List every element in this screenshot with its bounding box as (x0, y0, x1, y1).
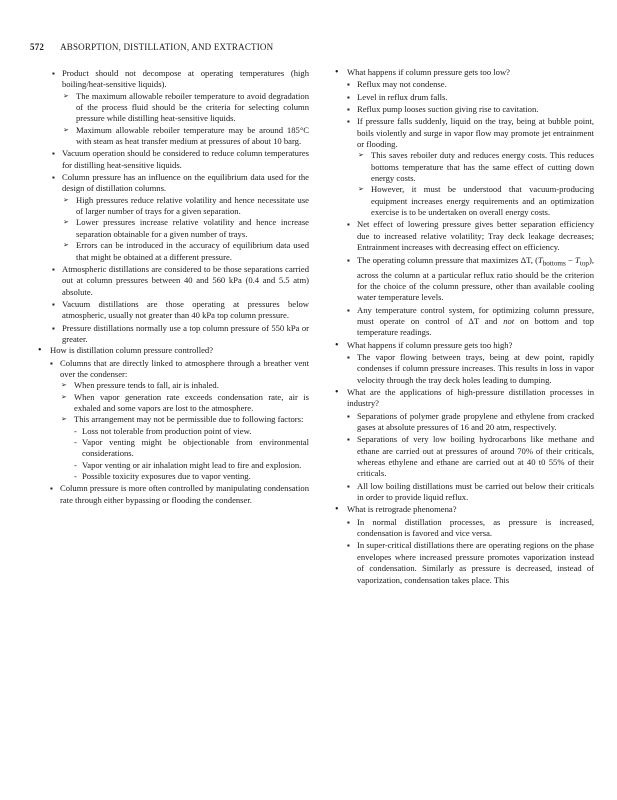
sub-item: ➢ Maximum allowable reboiler temperature may be around 185°C with steam as heat transfer medium at pressures of about 10 barg. (62, 125, 309, 148)
dash-item: - Loss not tolerable from production point of view. (74, 426, 309, 437)
sub-item: ➢ When pressure tends to fall, air is inhaled. (60, 380, 309, 391)
list-item: ▪ Level in reflux drum falls. (347, 92, 594, 103)
list-item: ▪ Column pressure is more often controlled by manipulating condensation rate through either bypassing or flooding the condenser. (50, 483, 309, 506)
list-item: ▪ Column pressure has an influence on the equilibrium data used for the design of distillation columns. ➢ High pressures reduce relative volatility and hence necessitate use of larger number of trays for a given separation. ➢ Lower pressures increase relative volatility and hence increase separation obtainable for a given number of trays. ➢ Errors can be introduced in the accuracy of equilibrium data used that might be obtained at a different pressure. (52, 172, 309, 263)
sub-item: ➢ Errors can be introduced in the accuracy of equilibrium data used that might be obtained at a different pressure. (62, 240, 309, 263)
list-item: ▪ In super-critical distillations there are operating regions on the phase envelopes where increased pressure promotes vaporization instead of condensation. Similarly as pressure is decreased, instead of vaporization, condensation takes place. This (347, 540, 594, 585)
sub-item: ➢ This arrangement may not be permissible due to following factors: - Loss not tolerable from production point of view. - Vapor venting might be objectionable from environmental considerations. - Vapor venting or air inhalation might lead to fire and explosion. - Possible toxicity exposures due to vapor venting. (60, 414, 309, 482)
list-item: ▪ Reflux may not condense. (347, 79, 594, 90)
dash-item: - Possible toxicity exposures due to vapor venting. (74, 471, 309, 482)
list-item: ▪ Pressure distillations normally use a top column pressure of 550 kPa or greater. (52, 323, 309, 346)
list-item: ▪ Net effect of lowering pressure gives better separation efficiency due to increased relative volatility; Tray deck leakage decreases; Entrainment increases with decreasing effect on efficiency. (347, 219, 594, 253)
list-item: ▪ Separations of very low boiling hydrocarbons like methane and ethane are carried out at pressures of around 70% of their criticals, whereas ethylene and ethane are carried out at 40 t0 55% of their criticals. (347, 434, 594, 479)
sub-item: ➢ When vapor generation rate exceeds condensation rate, air is exhaled and some vapors are lost to the atmosphere. (60, 392, 309, 415)
page-number: 572 (30, 42, 45, 52)
list-item: ▪ Columns that are directly linked to atmosphere through a breather vent over the condenser: ➢ When pressure tends to fall, air is inhaled. ➢ When vapor generation rate exceeds condensation rate, air is exhaled and some vapors are lost to the atmosphere. ➢ This arrangement may not be permissible due to following factors: - Loss not tolerable from production point of view. - Vapor venting might be objectionable from environmental considerations. - Vapor venting or air inhalation might lead to fire and explosion. - Possible toxicity exposures due to vapor venting. (50, 358, 309, 483)
question-item: • How is distillation column pressure controlled? ▪ Columns that are directly linked to atmosphere through a breather vent over the condenser: ➢ When pressure tends to fall, air is inhaled. ➢ When vapor generation rate exceeds condensation rate, air is exhaled and some vapors are lost to the atmosphere. ➢ This arrangement may not be permissible due to following factors: - Loss not tolerable from production point of view. - Vapor venting might be objectionable from environmental considerations. - Vapor venting or air inhalation might lead to fire and explosion. - Possible toxicity exposures due to vapor venting. ▪ Column pressure is more often controlled by manipulating condensation rate through either bypassing or flooding the condenser. (40, 345, 309, 506)
sub-item: ➢ High pressures reduce relative volatility and hence necessitate use of larger number of trays for a given separation. (62, 195, 309, 218)
list-item: ▪ In normal distillation processes, as pressure is increased, condensation is favored and vice versa. (347, 517, 594, 540)
sub-item: ➢ The maximum allowable reboiler temperature to avoid degradation of the process fluid should be the criteria for selecting column pressure while distilling heat-sensitive liquids. (62, 91, 309, 125)
list-item: ▪ Atmospheric distillations are considered to be those separations carried out at column pressures between 40 and 560 kPa (0.4 and 5.5 atm) absolute. (52, 264, 309, 298)
sub-item: ➢ This saves reboiler duty and reduces energy costs. This reduces bottoms temperature that has the same effect of cutting down energy costs. (357, 150, 594, 184)
running-title: ABSORPTION, DISTILLATION, AND EXTRACTION (60, 42, 274, 52)
question-item: • What happens if column pressure gets too low? ▪ Reflux may not condense. ▪ Level in reflux drum falls. ▪ Reflux pump looses suction giving rise to cavitation. ▪ If pressure falls suddenly, liquid on the tray, being at bubble point, boils violently and surge in vapor flow may promote jet entrainment or flooding. ➢ This saves reboiler duty and reduces energy costs. This reduces bottoms temperature that has the same effect of cutting down energy costs. ➢ However, it must be understood that vacuum-producing equipment increases energy requirements and an optimization exercise is to be undertaken on overall energy costs. ▪ Net effect of lowering pressure gives better separation efficiency due to increased relative volatility; Tray deck leakage decreases; Entrainment increases with decreasing effect on efficiency. ▪ The operating column pressure that maximizes ΔT, $(T_{bottoms} - T_{top})$, across the column at a particular reflux ratio should be the criterion for the choice of the column pressure, other than available cooling water temperature levels. ▪ Any temperature control system, for optimizing column pressure, must operate on control of ΔT and not on bottom and top temperature readings. (337, 67, 594, 339)
question-item: • What are the applications of high-pressure distillation processes in industry? ▪ Separations of polymer grade propylene and ethylene from cracked gases at absolute pressures of 16 and 20 atm, respectively. ▪ Separations of very low boiling hydrocarbons like methane and ethane are carried out at pressures of around 70% of their criticals, whereas ethylene and ethane are carried out at 40 t0 55% of their criticals. ▪ All low boiling distillations must be carried out below their criticals in order to provide liquid reflux. (337, 387, 594, 503)
list-item: ▪ Vacuum operation should be considered to reduce column temperatures for distilling heat-sensitive liquids. (52, 148, 309, 171)
list-item: ▪ Any temperature control system, for optimizing column pressure, must operate on control of ΔT and not on bottom and top temperature readings. (347, 305, 594, 339)
list-item: ▪ Vacuum distillations are those operating at pressures below atmospheric, usually not greater than 40 kPa top column pressure. (52, 299, 309, 322)
dash-item: - Vapor venting or air inhalation might lead to fire and explosion. (74, 460, 309, 471)
list-item: ▪ The operating column pressure that maximizes ΔT, $(T_{bottoms} - T_{top})$, across the column at a particular reflux ratio should be the criterion for the choice of the column pressure, other than available cooling water temperature levels. (347, 255, 594, 304)
list-item: ▪ The vapor flowing between trays, being at dew point, rapidly condenses if column pressure increases. This results in loss in vapor velocity through the tray deck holes leading to dumping. (347, 352, 594, 386)
running-header (30, 42, 590, 52)
question-item: • What happens if column pressure gets too high? ▪ The vapor flowing between trays, being at dew point, rapidly condenses if column pressure increases. This results in loss in vapor velocity through the tray deck holes leading to dumping. (337, 340, 594, 386)
sub-item: ➢ However, it must be understood that vacuum-producing equipment increases energy requirements and an optimization exercise is to be undertaken on overall energy costs. (357, 184, 594, 218)
question-item: • What is retrograde phenomena? ▪ In normal distillation processes, as pressure is increased, condensation is favored and vice versa. ▪ In super-critical distillations there are operating regions on the phase envelopes where increased pressure promotes vaporization instead of condensation. Similarly as pressure is decreased, instead of vaporization, condensation takes place. This (337, 504, 594, 585)
dash-item: - Vapor venting might be objectionable from environmental considerations. (74, 437, 309, 460)
list-item: ▪ Separations of polymer grade propylene and ethylene from cracked gases at absolute pressures of 16 and 20 atm, respectively. (347, 411, 594, 434)
list-item: ▪ Reflux pump looses suction giving rise to cavitation. (347, 104, 594, 115)
list-item: ▪ Product should not decompose at operating temperatures (high boiling/heat-sensitive liquids). ➢ The maximum allowable reboiler temperature to avoid degradation of the process fluid should be the criteria for selecting column pressure while distilling heat-sensitive liquids. ➢ Maximum allowable reboiler temperature may be around 185°C with steam as heat transfer medium at pressures of about 10 barg. (52, 68, 309, 147)
sub-item: ➢ Lower pressures increase relative volatility and hence increase separation obtainable for a given number of trays. (62, 217, 309, 240)
list-item: ▪ If pressure falls suddenly, liquid on the tray, being at bubble point, boils violently and surge in vapor flow may promote jet entrainment or flooding. ➢ This saves reboiler duty and reduces energy costs. This reduces bottoms temperature that has the same effect of cutting down energy costs. ➢ However, it must be understood that vacuum-producing equipment increases energy requirements and an optimization exercise is to be undertaken on overall energy costs. (347, 116, 594, 218)
left-column (52, 67, 309, 507)
right-column (337, 67, 594, 587)
list-item: ▪ All low boiling distillations must be carried out below their criticals in order to provide liquid reflux. (347, 481, 594, 504)
